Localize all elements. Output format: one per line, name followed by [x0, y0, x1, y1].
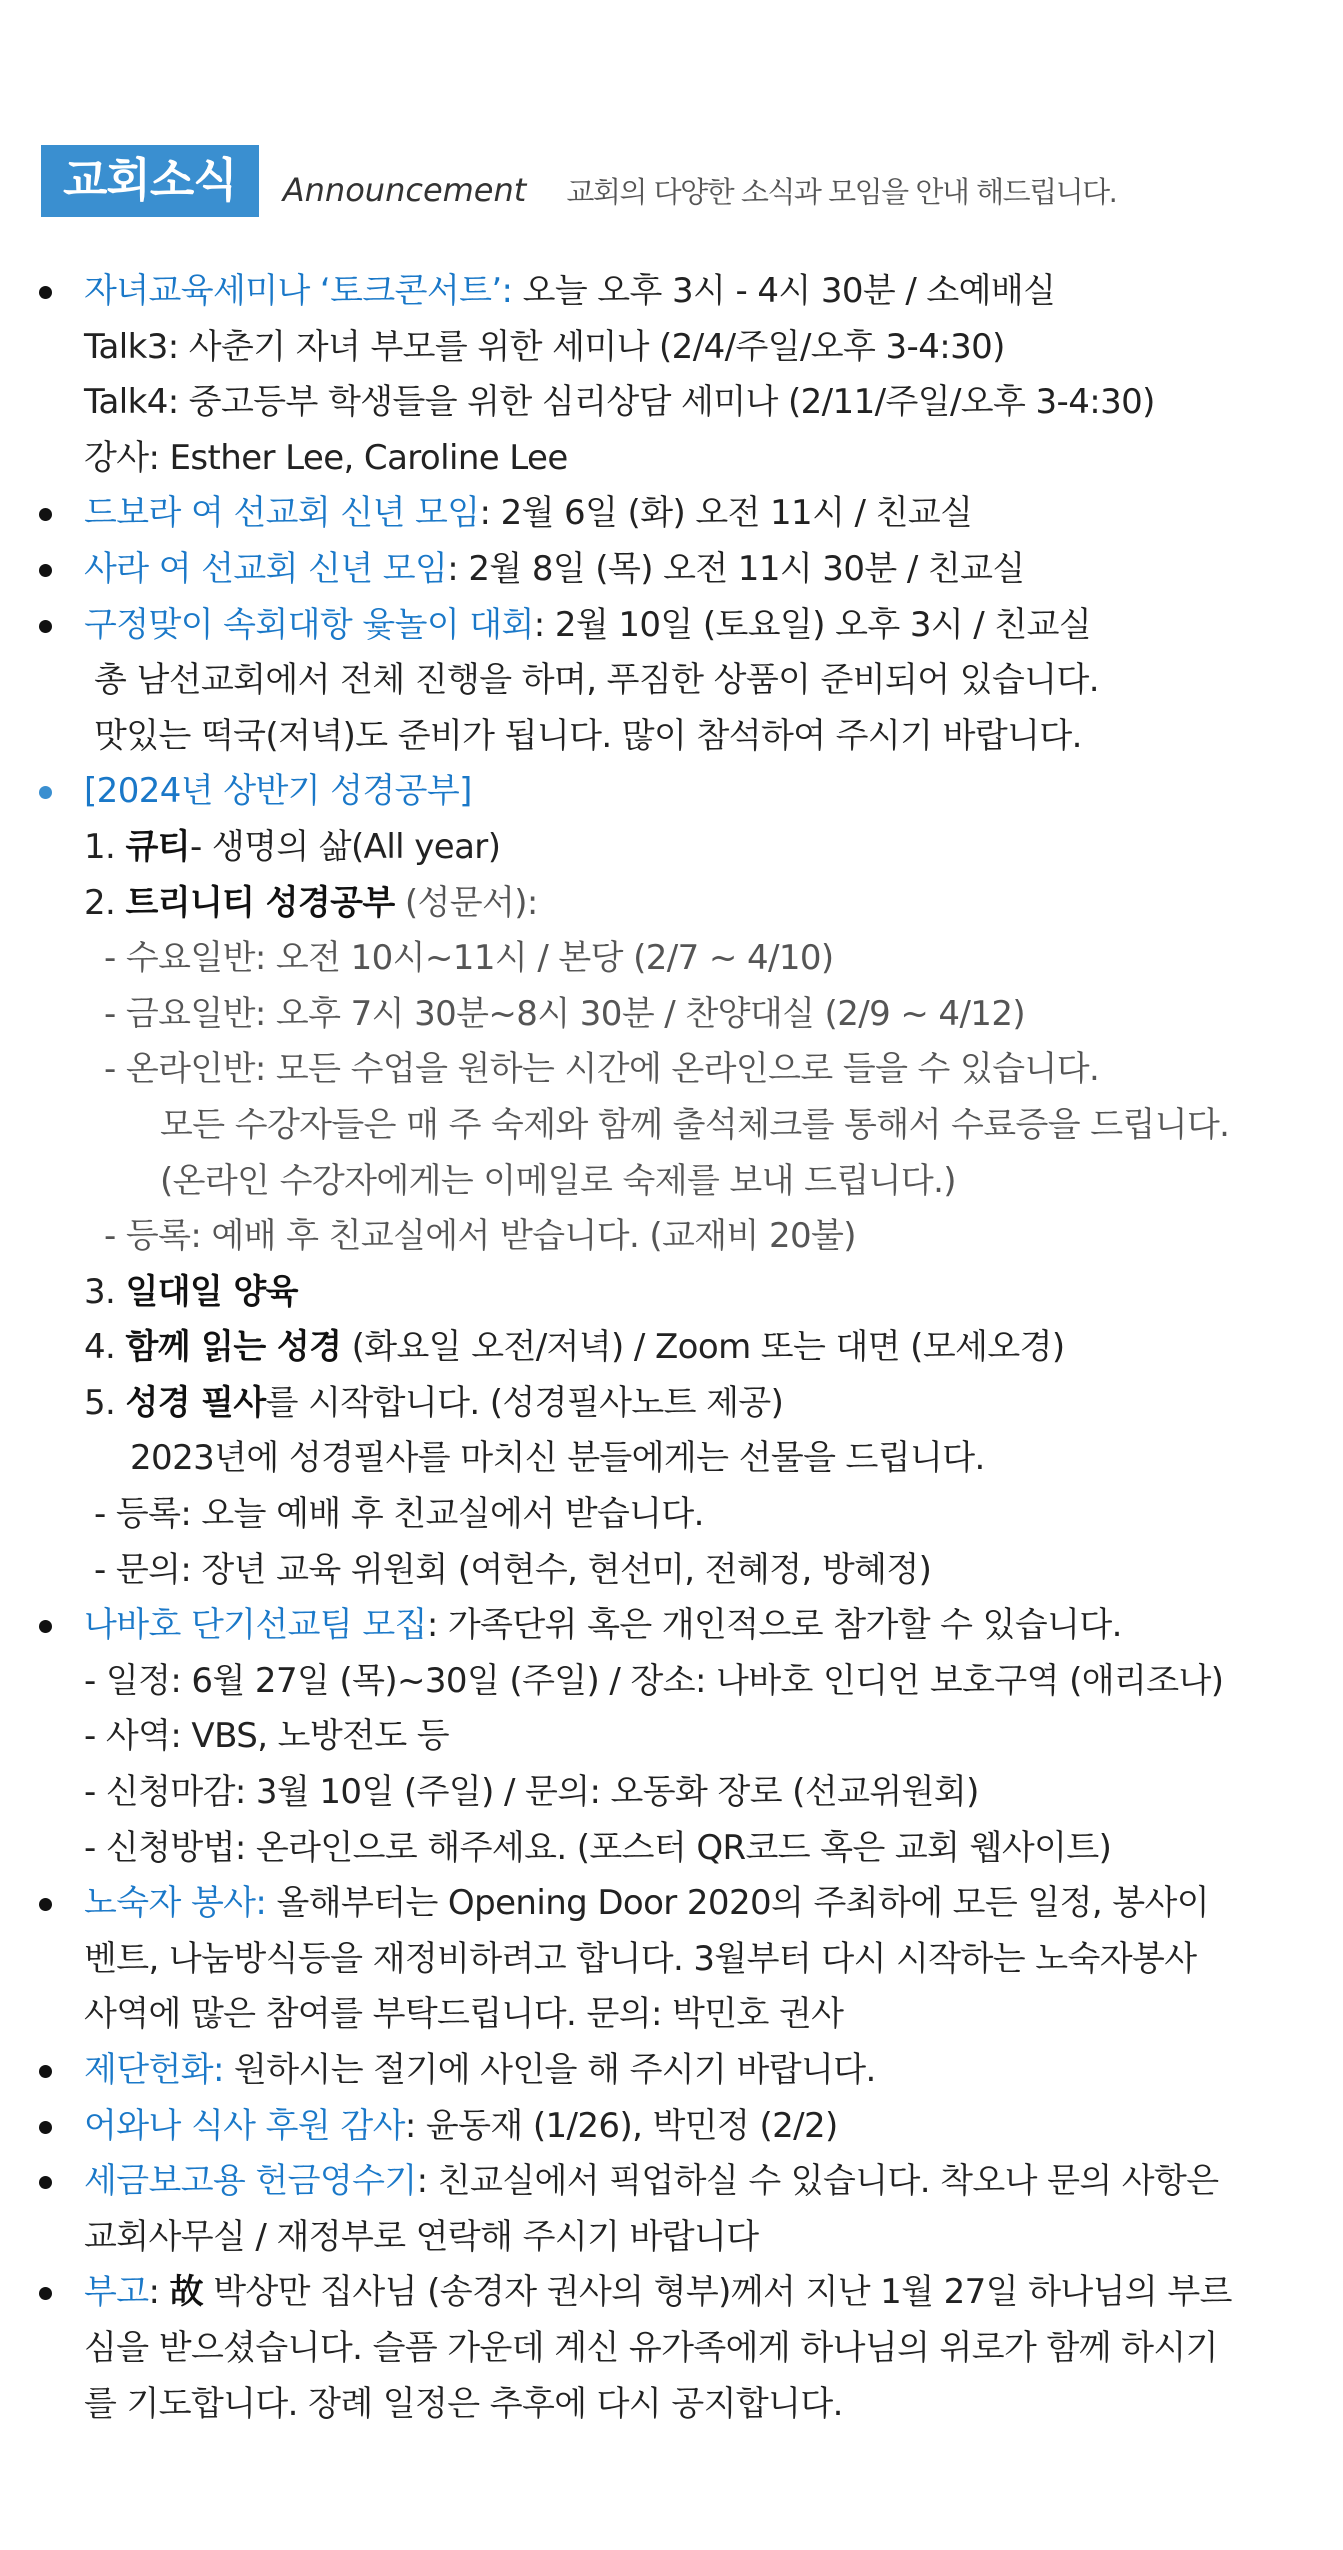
- list-item-bible-study: [30, 764, 1320, 820]
- bullet-icon: [39, 2287, 52, 2300]
- item-title: 부고: [84, 2272, 149, 2313]
- item-text: : 친교실에서 픽업하실 수 있습니다. 착오나 문의 사항은: [416, 2161, 1219, 2202]
- list-item-homeless: [30, 1876, 1320, 1932]
- item-detail: 맛있는 떡국(저녁)도 준비가 됩니다. 많이 참석하여 주시기 바랍니다.: [94, 715, 1082, 756]
- item-title: 노숙자 봉사:: [84, 1883, 267, 1924]
- bullet-icon: [39, 786, 52, 799]
- list-item-receipt: [30, 2154, 1320, 2210]
- item-title: 세금보고용 헌금영수기: [84, 2161, 417, 2202]
- item-title: 자녀교육세미나 ‘토크콘서트’:: [84, 271, 513, 311]
- bold-label: 트리니티 성경공부: [125, 882, 395, 923]
- line-number: 1.: [84, 826, 126, 867]
- line-text: - 생명의 삶(All year): [189, 826, 501, 867]
- item-text: : 2월 8일 (목) 오전 11시 30분 / 친교실: [447, 548, 1025, 589]
- bible-line: - 수요일반: 오전 10시~11시 / 본당 (2/7 ~ 4/10): [104, 938, 834, 979]
- bold-label: 함께 읽는 성경: [125, 1327, 342, 1368]
- line-number: 4.: [84, 1327, 126, 1368]
- item-detail: - 신청방법: 온라인으로 해주세요. (포스터 QR코드 혹은 교회 웹사이트): [84, 1827, 1112, 1868]
- item-title: 어와나 식사 후원 감사: [84, 2105, 405, 2146]
- item-text: : 가족단위 혹은 개인적으로 참가할 수 있습니다.: [426, 1605, 1122, 1646]
- bible-line: [30, 876, 1320, 932]
- bible-line: 2023년에 성경필사를 마치신 분들에게는 선물을 드립니다.: [130, 1438, 985, 1479]
- item-text: 올해부터는 Opening Door 2020의 주최하에 모든 일정, 봉사이: [266, 1883, 1209, 1924]
- bullet-icon: [39, 508, 52, 521]
- item-text: : 2월 10일 (토요일) 오후 3시 / 친교실: [533, 604, 1092, 645]
- list-item-altar: [30, 2043, 1320, 2099]
- bible-line: 모든 수강자들은 매 주 숙제와 함께 출석체크를 통해서 수료증을 드립니다.: [160, 1104, 1230, 1145]
- bold-label: 일대일 양육: [125, 1271, 298, 1312]
- bible-line: - 문의: 장년 교육 위원회 (여현수, 현선미, 전혜정, 방혜정): [94, 1549, 932, 1590]
- item-detail: 벤트, 나눔방식등을 재정비하려고 합니다. 3월부터 다시 시작하는 노숙자봉사: [84, 1938, 1197, 1979]
- item-detail: 사역에 많은 참여를 부탁드립니다. 문의: 박민호 권사: [84, 1994, 844, 2035]
- item-title: 구정맞이 속회대항 윷놀이 대회: [84, 604, 534, 645]
- item-detail: 를 기도합니다. 장례 일정은 추후에 다시 공지합니다.: [84, 2383, 843, 2424]
- item-title: 사라 여 선교회 신년 모임: [84, 548, 448, 589]
- bible-line: - 온라인반: 모든 수업을 원하는 시간에 온라인으로 들을 수 있습니다.: [104, 1049, 1100, 1090]
- item-title: [2024년 상반기 성경공부]: [84, 771, 472, 812]
- list-item-navajo: [30, 1598, 1320, 1654]
- item-title: 나바호 단기선교팀 모집: [84, 1605, 427, 1646]
- item-detail: 강사: Esther Lee, Caroline Lee: [84, 437, 568, 478]
- bullet-icon: [39, 564, 52, 577]
- bible-line: - 금요일반: 오후 7시 30분~8시 30분 / 찬양대실 (2/9 ~ 4/12): [104, 993, 1026, 1034]
- bullet-icon: [39, 1620, 52, 1633]
- item-detail: - 사역: VBS, 노방전도 등: [84, 1716, 450, 1757]
- list-item-obituary: [30, 2265, 1320, 2321]
- item-text: : 윤동재 (1/26), 박민정 (2/2): [404, 2105, 838, 2146]
- item-detail: 교회사무실 / 재정부로 연락해 주시기 바랍니다: [84, 2216, 759, 2257]
- bold-label: 성경 필사: [125, 1382, 266, 1423]
- item-detail: - 신청마감: 3월 10일 (주일) / 문의: 오동화 장로 (선교위원회): [84, 1772, 979, 1813]
- bullet-icon: [39, 2176, 52, 2189]
- item-text: 원하시는 절기에 사인을 해 주시기 바랍니다.: [223, 2050, 876, 2090]
- list-item-meal: [30, 2099, 1320, 2155]
- item-title: 드보라 여 선교회 신년 모임: [84, 493, 480, 534]
- bible-line: [30, 1265, 1320, 1321]
- section-english-title: Announcement: [282, 171, 527, 209]
- item-detail: 총 남선교회에서 전체 진행을 하며, 푸짐한 상품이 준비되어 있습니다.: [94, 660, 1099, 701]
- bible-line: [30, 820, 1320, 876]
- item-text: :: [148, 2272, 170, 2313]
- list-item-sarah: [30, 542, 1320, 598]
- bullet-icon: [39, 1898, 52, 1911]
- section-badge: 교회소식: [41, 145, 259, 217]
- list-item-deborah: [30, 486, 1320, 542]
- list-item-yut: [30, 598, 1320, 654]
- item-text: 오늘 오후 3시 - 4시 30분 / 소예배실: [512, 271, 1056, 311]
- list-item-seminar: [30, 264, 1320, 320]
- item-detail: Talk3: 사춘기 자녀 부모를 위한 세미나 (2/4/주일/오후 3-4:30): [84, 326, 1005, 367]
- line-number: 5.: [84, 1382, 126, 1423]
- bullet-icon: [39, 2121, 52, 2134]
- section-subtitle: 교회의 다양한 소식과 모임을 안내 해드립니다.: [566, 174, 1117, 209]
- bullet-icon: [39, 2065, 52, 2078]
- bold-label: 故: [169, 2272, 203, 2313]
- line-text: (성문서):: [394, 882, 538, 923]
- bible-line: - 등록: 오늘 예배 후 친교실에서 받습니다.: [94, 1494, 704, 1535]
- bold-label: 큐티: [125, 826, 190, 867]
- bullet-icon: [39, 286, 52, 299]
- item-text: 박상만 집사님 (송경자 권사의 형부)께서 지난 1월 27일 하나님의 부르: [202, 2272, 1232, 2313]
- bible-line: [30, 1376, 1320, 1432]
- line-text: 를 시작합니다. (성경필사노트 제공): [265, 1382, 784, 1423]
- line-text: (화요일 오전/저녁) / Zoom 또는 대면 (모세오경): [341, 1327, 1065, 1368]
- item-detail: - 일정: 6월 27일 (목)~30일 (주일) / 장소: 나바호 인디언 보호구역 (애리조나): [84, 1660, 1224, 1701]
- line-number: 2.: [84, 882, 126, 923]
- line-number: 3.: [84, 1271, 126, 1312]
- bible-line: [30, 1320, 1320, 1376]
- item-detail: 심을 받으셨습니다. 슬픔 가운데 계신 유가족에게 하나님의 위로가 함께 하시기: [84, 2327, 1218, 2368]
- bullet-icon: [39, 620, 52, 633]
- bible-line: - 등록: 예배 후 친교실에서 받습니다. (교재비 20불): [104, 1216, 856, 1257]
- item-title: 제단헌화:: [84, 2050, 224, 2090]
- section-header: [41, 145, 1116, 217]
- bible-line: (온라인 수강자에게는 이메일로 숙제를 보내 드립니다.): [160, 1160, 956, 1201]
- item-text: : 2월 6일 (화) 오전 11시 / 친교실: [479, 493, 973, 534]
- item-detail: Talk4: 중고등부 학생들을 위한 심리상담 세미나 (2/11/주일/오후 3-4:30): [84, 382, 1155, 423]
- announcement-list: [30, 264, 1320, 2432]
